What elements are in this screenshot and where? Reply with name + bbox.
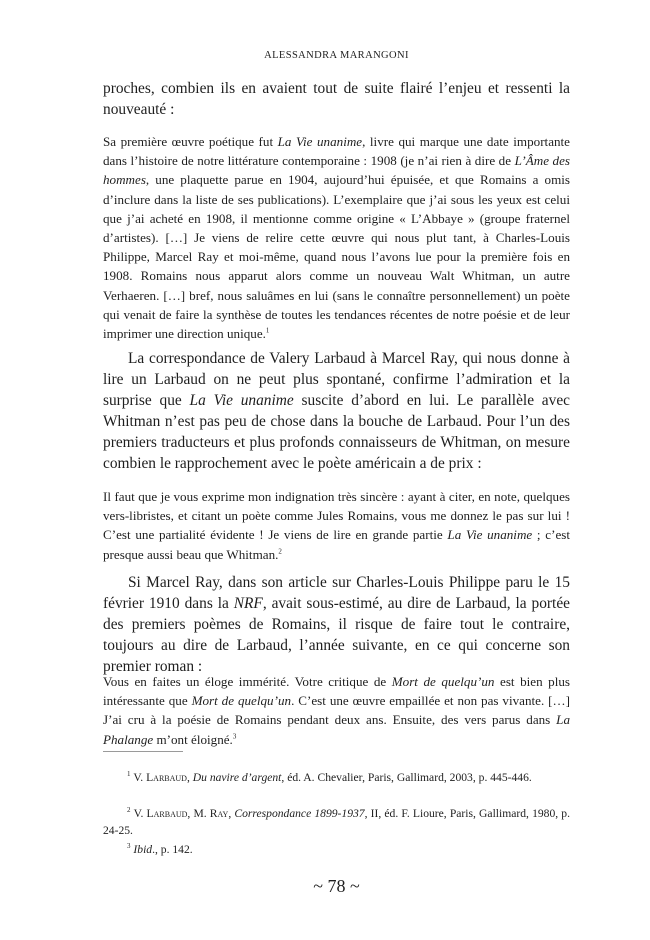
- block-quote-3: Vous en faites un éloge immérité. Votre critique de Mort de quelqu’un est bien plus intéressante que Mort de quelqu’un. C’est une œuvre empaillée et non pas vivante. […] J’ai cru à la poésie de Romains pendant deux ans. Ensuite, des vers parus dans La Phalange m’ont éloigné.$^3$: [103, 674, 570, 747]
- footnote-2: $^2$ V. Larbaud, M. Ray, Correspondance 1899-1937, II, éd. F. Lioure, Paris, Gallimard, 1980, p. 24-25.: [103, 806, 571, 837]
- running-head: ALESSANDRA MARANGONI: [264, 50, 409, 61]
- body-paragraph-3: Si Marcel Ray, dans son article sur Charles-Louis Philippe paru le 15 février 1910 dans la NRF, avait sous-estimé, au dire de Larbaud, la portée des premiers poèmes de Romains, il risque de faire tout le contraire, toujours au dire de Larbaud, l’année suivante, en ce qui concerne son premier roman :: [103, 574, 570, 675]
- block-quote-1: Sa première œuvre poétique fut La Vie unanime, livre qui marque une date importante dans l’histoire de notre littérature contemporaine : 1908 (je n’ai rien à dire de L’Âme des hommes, une plaquette parue en 1904, aujourd’hui épuisée, et que Romains a omis d’inclure dans la liste de ses publications). L’exemplaire que j’ai sous les yeux est celui que j’ai acheté en 1908, il mentionne comme origine « L’Abbaye » (groupe fraternel d’artistes). […] Je viens de relire cette œuvre qui nous plut tant, à Charles-Louis Philippe, Marcel Ray et moi-même, quand nous l’avons lue pour la première fois en 1908. Romains nous apparut alors comme un nouveau Walt Whitman, un autre Verhaeren. […] bref, nous saluâmes en lui (sans le connaître personnellement) un poète qui venait de faire la synthèse de toutes les tendances récentes de notre poésie et de leur imprimer une direction unique.$^1$: [103, 134, 571, 342]
- footnote-separator: [103, 751, 183, 752]
- note-ref-3[interactable]: 3: [232, 732, 237, 741]
- body-paragraph-continued: proches, combien ils en avaient tout de suite flairé l’enjeu et ressenti la nouveauté :: [103, 80, 570, 118]
- note-ref-1[interactable]: 1: [265, 326, 270, 335]
- block-quote-2: Il faut que je vous exprime mon indignation très sincère : ayant à citer, en note, quelques vers-libristes, et citant un poète comme Jules Romains, vous me donnez le pas sur lui ! C’est une partialité évidente ! Je viens de lire en grande partie La Vie unanime ; c’est presque aussi beau que Whitman.$^2$: [103, 489, 570, 562]
- footnote-1: $^1$ V. Larbaud, Du navire d’argent, éd. A. Chevalier, Paris, Gallimard, 2003, p. 445-446.: [127, 770, 532, 784]
- note-ref-2[interactable]: 2: [278, 547, 282, 556]
- body-paragraph-2: La correspondance de Valery Larbaud à Marcel Ray, qui nous donne à lire un Larbaud on ne peut plus spontané, confirme l’admiration et la surprise que La Vie unanime suscite d’abord en lui. Le parallèle avec Whitman n’est pas peu de chose dans la bouche de Larbaud. Pour l’un des premiers traducteurs et plus profonds connaisseurs de Whitman, on mesure combien le rapprochement avec le poète américain a de prix :: [103, 350, 570, 472]
- footnote-3: $^3$ Ibid., p. 142.: [127, 842, 193, 856]
- page-number: ~ 78 ~: [313, 876, 360, 896]
